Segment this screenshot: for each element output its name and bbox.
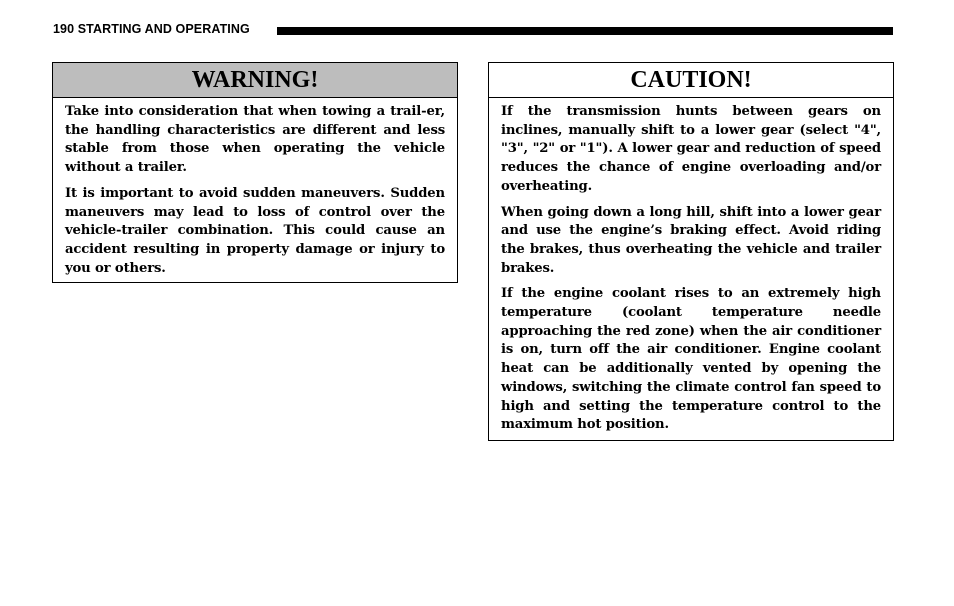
caution-paragraph: When going down a long hill, shift into a lower gear and use the engine’s braking effect. Avoid riding the brakes, thus overheating the vehicle and trailer brakes.: [501, 204, 881, 276]
warning-body: [53, 98, 457, 278]
warning-paragraph: It is important to avoid sudden maneuvers. Sudden maneuvers may lead to loss of control over the vehicle-trailer combination. This could cause an accident resulting in property damage or injury to you or others.: [65, 185, 445, 276]
header-rule: [277, 27, 893, 35]
warning-title: WARNING!: [53, 63, 457, 98]
page-number-and-section: 190 STARTING AND OPERATING: [53, 22, 250, 36]
page-header: [53, 21, 893, 39]
caution-paragraph: If the transmission hunts between gears on inclines, manually shift to a lower gear (select "4", "3", "2" or "1"). A lower gear and reduction of speed reduces the chance of engine overloading and/or overheating.: [501, 104, 881, 194]
caution-box: [488, 62, 894, 441]
warning-box: [52, 62, 458, 283]
caution-body: [489, 98, 893, 435]
caution-paragraph: If the engine coolant rises to an extremely high temperature (coolant temperature needle approaching the red zone) when the air conditioner is on, turn off the air conditioner. Engine coolant heat can be additionally vented by opening the windows, switching the climate control fan speed to high and setting the temperature control to the maximum hot position.: [501, 286, 881, 433]
warning-paragraph: Take into consideration that when towing a trail-er, the handling characteristics are different and less stable from those when operating the vehicle without a trailer.: [65, 104, 445, 176]
caution-title: CAUTION!: [489, 63, 893, 98]
